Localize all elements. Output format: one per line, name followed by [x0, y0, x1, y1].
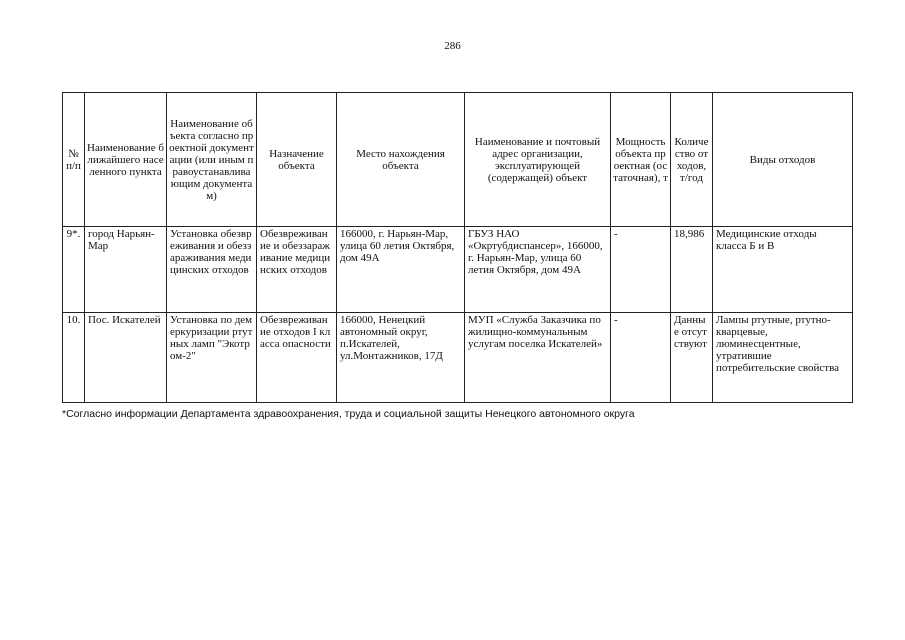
row-quantity: Данные отсутствуют [671, 313, 713, 403]
table-row [63, 227, 853, 313]
row-settlement: город Нарьян-Мар [85, 227, 167, 313]
row-purpose: Обезвреживание и обеззараживание медицинских отходов [257, 227, 337, 313]
table-row [63, 313, 853, 403]
row-location: 166000, г. Нарьян-Мар, улица 60 летия Октября, дом 49А [337, 227, 465, 313]
header-waste-types: Виды отходов [713, 93, 853, 227]
footnote: *Согласно информации Департамента здравоохранения, труда и социальной защиты Ненецкого автономного округа [62, 408, 635, 420]
row-purpose: Обезвреживание отходов I класса опасности [257, 313, 337, 403]
row-quantity: 18,986 [671, 227, 713, 313]
header-object: Наименование объекта согласно проектной документации (или иным правоустанавливающим документам) [167, 93, 257, 227]
header-capacity: Мощность объекта проектная (остаточная), т [611, 93, 671, 227]
header-location: Место нахождения объекта [337, 93, 465, 227]
row-capacity: - [611, 227, 671, 313]
row-num: 9*. [63, 227, 85, 313]
waste-facilities-table [62, 92, 853, 403]
header-quantity: Количество отходов, т/год [671, 93, 713, 227]
row-waste-types: Лампы ртутные, ртутно-кварцевые, люминесцентные, утратившие потребительские свойства [713, 313, 853, 403]
row-location: 166000, Ненецкий автономный округ, п.Искателей, ул.Монтажников, 17Д [337, 313, 465, 403]
table-header-row [63, 93, 853, 227]
row-organization: МУП «Служба Заказчика по жилищно-коммунальным услугам поселка Искателей» [465, 313, 611, 403]
row-organization: ГБУЗ НАО «Окртубдиспансер», 166000, г. Нарьян-Мар, улица 60 летия Октября, дом 49А [465, 227, 611, 313]
header-settlement: Наименование ближайшего населенного пункта [85, 93, 167, 227]
header-purpose: Назначение объекта [257, 93, 337, 227]
row-capacity: - [611, 313, 671, 403]
header-organization: Наименование и почтовый адрес организации, эксплуатирующей (содержащей) объект [465, 93, 611, 227]
page-number: 286 [444, 40, 461, 52]
row-waste-types: Медицинские отходы класса Б и В [713, 227, 853, 313]
row-object: Установка по демеркуризации ртутных ламп "Экотром-2" [167, 313, 257, 403]
header-num: № п/п [63, 93, 85, 227]
row-settlement: Пос. Искателей [85, 313, 167, 403]
row-object: Установка обезвреживания и обеззараживания медицинских отходов [167, 227, 257, 313]
row-num: 10. [63, 313, 85, 403]
